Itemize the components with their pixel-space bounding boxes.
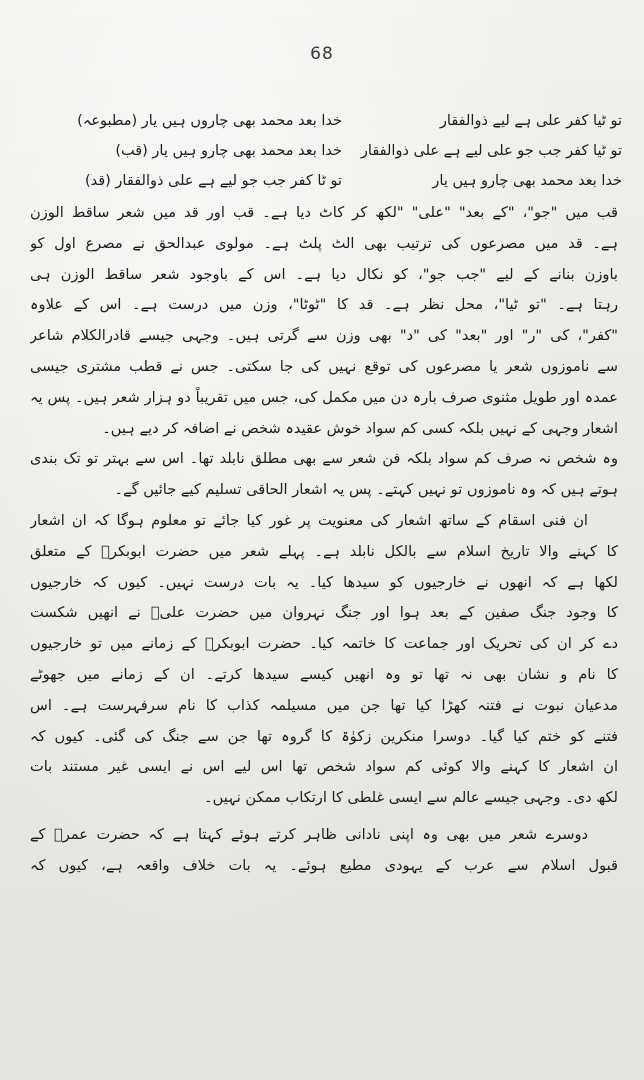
text-line: ان فنی اسقام کے ساتھ اشعار کی معنویت پر غور کیا جائے تو معلوم ہوگا کہ ان اشعار [30, 511, 588, 529]
text-line: کا کہنے والا تاریخ اسلام سے بالکل نابلد ہے۔ پہلے شعر میں حضرت ابوبکرؓ کے متعلق [30, 542, 618, 560]
text-line: باوزن بنانے کے لیے "جب جو"، کو نکال دیا ہے۔ اس کے باوجود شعر ساقط الوزن ہی [30, 265, 618, 283]
text-line: قب میں "جو"، "کے بعد" "علی" "لکھ کر کاٹ دیا ہے۔ قب اور قد میں شعر ساقط الوزن [30, 204, 618, 221]
text-line: قبول اسلام سے عرب کے یہودی مطیع ہوئے۔ یہ بات خلاف واقعہ ہے، کیوں کہ [30, 856, 618, 874]
quoted-verses [22, 106, 622, 196]
verse-second-hemistich: خدا بعد محمد بھی چاروں ہیں یار (مطبوعہ) [77, 113, 342, 129]
text-line: دوسرے شعر میں بھی وہ اپنی نادانی ظاہر کرتے ہوئے کہتا ہے کہ حضرت عمرؓ کے [30, 825, 588, 843]
text-line: لکھ دی۔ وجہی جیسے عالم سے ایسی غلطی کا ارتکاب ممکن نہیں۔ [204, 789, 618, 807]
verse-row [22, 106, 622, 136]
verse-second-hemistich: خدا بعد محمد بھی چارو ہیں یار (قب) [115, 143, 342, 159]
text-line: ہوتے ہیں کہ وہ ناموزوں تو نہیں کہتے۔ پس یہ اشعار الحاقی تسلیم کیے جائیں گے۔ [114, 481, 618, 499]
text-line: فتنے کو ختم کیا گیا۔ دوسرا منکرین زکوٰۃ کا گروہ تھا جن سے جنگ کی گئی۔ کیوں کہ [30, 727, 618, 745]
text-line: کا وجود جنگ صفین کے بعد ہوا اور جنگ نہروان میں حضرت علیؓ نے انھیں شکست [30, 604, 618, 622]
text-line: رہتا ہے۔ "تو ٹیا"، محل نظر ہے۔ قد کا "ٹوٹا"، وزن میں درست ہے۔ اس کے علاوہ [30, 296, 618, 314]
verse-row [22, 166, 622, 196]
verse-second-hemistich: تو ٹا کفر جب جو لیے ہے علی ذوالفقار (قد) [84, 173, 342, 189]
paragraph [30, 198, 618, 506]
text-line: کا نام و نشان بھی نہ تھا تو وہ انھیں کیسے سیدھا کرتے۔ ان کے زمانے میں جھوٹے [30, 665, 618, 683]
page-number: 68 [310, 44, 334, 64]
text-line: عمدہ اور طویل مثنوی صرف بارہ دن میں مکمل کی، جس میں تقریباً دو ہزار شعر ہیں۔ پس یہ [30, 388, 618, 406]
paragraph [30, 820, 618, 882]
text-line: لکھا ہے کہ انھوں نے خارجیوں کو سیدھا کیا۔ یہ بات درست نہیں۔ کیوں کہ خارجیوں [30, 573, 618, 591]
verse-first-hemistich: تو ٹیا کفر علی ہے لیے ذوالفقار [439, 113, 622, 129]
text-line: وہ شخص نہ صرف کم سواد بلکہ فن شعر سے بھی مطلق نابلد تھا۔ اس سے بہتر تو تک بندی [30, 450, 618, 468]
text-line: ہے۔ قد میں مصرعوں کی ترتیب بھی الٹ پلٹ ہے۔ مولوی عبدالحق نے مصرع اول کو [30, 234, 618, 252]
text-line: دے کر ان کی تحریک اور جماعت کا خاتمہ کیا۔ حضرت ابوبکرؓ کے زمانے میں تو خارجیوں [30, 635, 618, 653]
text-line: ان اشعار کا کہنے والا کوئی کم سواد شخص تھا اس لیے اس نے ایسی غیر مستند بات [30, 758, 618, 776]
text-line: مدعیان نبوت نے فتنہ کھڑا کیا تھا جن میں مسیلمہ کذاب کا نام سرفہرست ہے۔ اس [30, 696, 618, 714]
verse-first-hemistich: تو ٹیا کفر جب جو علی لیے ہے علی ذوالفقار [360, 143, 622, 159]
text-line: اشعار وجہی کے نہیں بلکہ کسی کم سواد خوش عقیدہ شخص نے اضافہ کر دیے ہیں۔ [102, 419, 618, 437]
text-line: سے ناموزوں شعر یا مصرعوں کی توقع نہیں کی جا سکتی۔ جس نے قطب مشتری جیسی [30, 357, 618, 375]
text-line: "کفر"، کی "ر" اور "بعد" کی "د" بھی وزن سے گرتی ہیں۔ وجہی جیسے قادرالکلام شاعر [30, 327, 618, 345]
body-text [30, 198, 618, 882]
verse-row [22, 136, 622, 166]
paragraph [30, 506, 618, 814]
verse-first-hemistich: خدا بعد محمد بھی چارو ہیں یار [432, 173, 622, 189]
